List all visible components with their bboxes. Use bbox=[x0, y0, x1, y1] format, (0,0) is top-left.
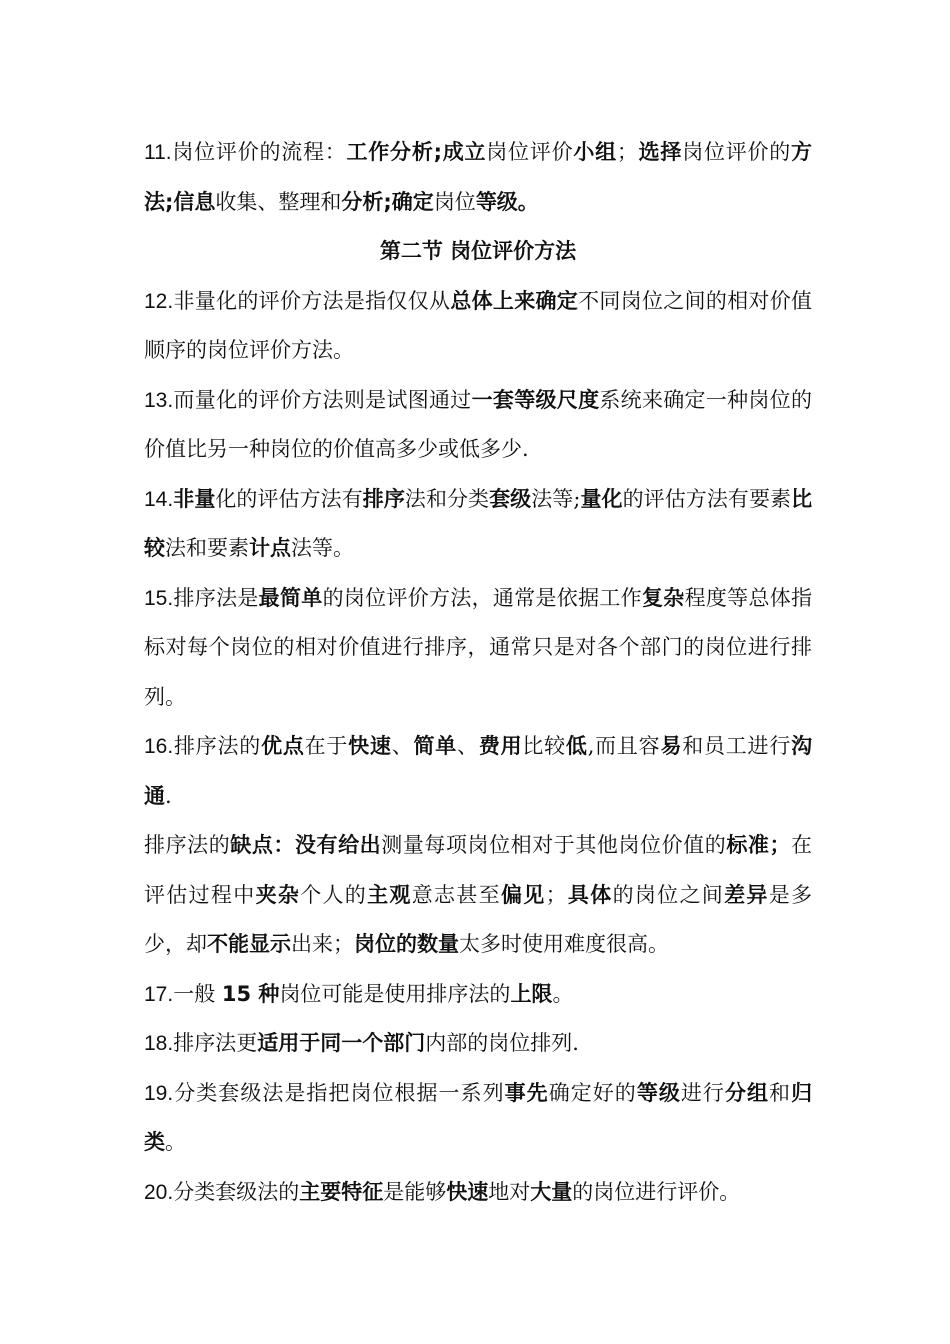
text-run: 16. bbox=[144, 735, 174, 758]
bold-text-run: 方法;信息 bbox=[144, 140, 813, 214]
text-run: 的评估方法有要素 bbox=[622, 486, 792, 511]
text-run: 个人的 bbox=[300, 882, 368, 907]
bold-text-run: 简单 bbox=[413, 734, 458, 758]
bold-text-run: 归类 bbox=[144, 1080, 813, 1154]
bold-text-run: 15 种 bbox=[221, 981, 280, 1006]
bold-text-run: 适用于同一个部门 bbox=[257, 1031, 426, 1055]
text-run: 在于 bbox=[304, 734, 349, 758]
paragraph bbox=[144, 376, 812, 475]
text-run: 内部的岗位排列. bbox=[425, 1031, 579, 1055]
text-run: 是能够 bbox=[383, 1179, 447, 1204]
text-run: 和员工进行 bbox=[682, 734, 792, 758]
text-run: 而量化的评价方法则是试图通过 bbox=[173, 387, 472, 412]
text-run: 一般 bbox=[173, 981, 222, 1006]
bold-text-run: 比较 bbox=[144, 486, 813, 560]
text-run: 法和要素 bbox=[165, 536, 249, 560]
paragraph bbox=[144, 1019, 812, 1069]
text-run: 测量每项岗位相对于其他岗位价值的 bbox=[381, 833, 727, 857]
bold-text-run: 岗位的数量 bbox=[354, 932, 459, 956]
text-run: 排序法的 bbox=[144, 833, 231, 857]
text-run: 岗位评价的 bbox=[682, 140, 792, 164]
bold-text-run: 等级 bbox=[636, 1080, 681, 1105]
bold-text-run: 最简单 bbox=[258, 585, 323, 610]
bold-text-run: 计点 bbox=[249, 536, 291, 560]
text-run: 岗位 bbox=[433, 189, 476, 214]
bold-text-run: 一套等级尺度 bbox=[471, 387, 600, 412]
text-run: 的岗位进行评价。 bbox=[572, 1179, 741, 1204]
text-run: 13. bbox=[144, 388, 174, 412]
paragraph bbox=[144, 475, 812, 574]
paragraph bbox=[144, 821, 812, 970]
paragraph bbox=[144, 574, 812, 723]
text-run: 11. bbox=[144, 141, 172, 164]
bold-text-run: 分析;确定 bbox=[341, 189, 434, 214]
text-run: 收集、整理和 bbox=[215, 189, 342, 214]
bold-text-run: 不能显示 bbox=[207, 932, 291, 956]
text-run: 岗位评价的流程： bbox=[171, 140, 347, 164]
bold-text-run: 工作分析;成立 bbox=[346, 140, 487, 164]
text-run: 法等。 bbox=[291, 536, 354, 560]
text-run: 非量化的评价方法是指仅仅从 bbox=[173, 288, 451, 313]
bold-text-run: 选择 bbox=[637, 140, 683, 164]
bold-text-run: 大量 bbox=[530, 1179, 573, 1204]
bold-text-run: 上限 bbox=[510, 981, 553, 1006]
text-run: 法和分类 bbox=[404, 486, 490, 511]
text-run: 分类套级法是指把岗位根据一系列 bbox=[173, 1080, 505, 1105]
text-run: 的岗位之间 bbox=[612, 882, 725, 907]
bold-text-run: 排序 bbox=[362, 486, 405, 511]
text-run: 、 bbox=[457, 734, 479, 758]
bold-text-run: 差异 bbox=[724, 882, 769, 907]
bold-text-run: 总体上来确定 bbox=[450, 288, 579, 313]
document-body bbox=[144, 128, 812, 1217]
text-run: ； bbox=[545, 882, 567, 907]
bold-text-run: 优点 bbox=[261, 734, 305, 758]
text-run: 在评估过程中 bbox=[144, 833, 813, 907]
text-run: 。 bbox=[165, 1130, 186, 1154]
bold-text-run: 小组 bbox=[573, 140, 617, 164]
text-run: 15. bbox=[144, 586, 174, 610]
bold-text-run: 量化 bbox=[580, 486, 623, 511]
bold-text-run: 偏见 bbox=[501, 882, 546, 907]
paragraph bbox=[144, 970, 812, 1020]
text-run: 进行 bbox=[680, 1080, 725, 1105]
paragraph bbox=[144, 277, 812, 376]
text-run: 19. bbox=[144, 1081, 174, 1105]
bold-text-run: 非量 bbox=[173, 486, 216, 511]
text-run: 排序法是 bbox=[173, 585, 259, 610]
text-run: 法等; bbox=[531, 486, 581, 511]
text-run: 和 bbox=[769, 1080, 792, 1105]
text-run: 系统来确定一种岗位的价值比另一种岗位的价值高多少或低多少. bbox=[144, 387, 813, 461]
text-run: 岗位评价 bbox=[486, 140, 574, 164]
bold-text-run: 夹杂 bbox=[255, 882, 301, 907]
text-run: 程度等总体指标对每个岗位的相对价值进行排序，通常只是对各个部门的岗位进行排列。 bbox=[144, 585, 813, 709]
text-run: 确定好的 bbox=[548, 1080, 637, 1105]
text-run: 不同岗位之间的相对价值顺序的岗位评价方法。 bbox=[144, 288, 813, 362]
text-run: 化的评估方法有 bbox=[215, 486, 363, 511]
paragraph bbox=[144, 1168, 812, 1218]
text-run: 、 bbox=[391, 734, 414, 758]
text-run: 比较 bbox=[522, 734, 566, 758]
text-run: 18. bbox=[144, 1032, 174, 1055]
bold-text-run: 分组 bbox=[724, 1080, 770, 1105]
bold-text-run: 费用 bbox=[478, 734, 523, 758]
bold-text-run: 事先 bbox=[504, 1080, 549, 1105]
bold-text-run: 等级。 bbox=[475, 189, 539, 214]
bold-text-run: 标准； bbox=[726, 833, 791, 857]
text-run: 17. bbox=[144, 982, 174, 1006]
bold-text-run: 快速 bbox=[446, 1179, 489, 1204]
paragraph bbox=[144, 128, 812, 227]
text-run: ,而且容 bbox=[587, 734, 661, 758]
bold-text-run: 主要特征 bbox=[299, 1179, 384, 1204]
text-run: 太多时使用难度很高。 bbox=[459, 932, 669, 956]
section-heading: 第二节 岗位评价方法 bbox=[379, 239, 577, 263]
paragraph bbox=[144, 1069, 812, 1168]
text-run: 排序法的 bbox=[173, 734, 262, 758]
bold-text-run: 低 bbox=[565, 734, 588, 758]
text-run: 出来； bbox=[291, 932, 354, 956]
text-run: 地对 bbox=[488, 1179, 531, 1204]
text-run: 20. bbox=[144, 1180, 174, 1204]
text-run: ； bbox=[616, 140, 638, 164]
bold-text-run: 复杂 bbox=[641, 585, 685, 610]
text-run: 岗位可能是使用排序法的 bbox=[279, 981, 511, 1006]
text-run: 14. bbox=[144, 487, 174, 511]
text-run: 意志甚至 bbox=[411, 882, 501, 907]
bold-text-run: 缺点：没有给出 bbox=[230, 833, 382, 857]
text-run: 是多少，却 bbox=[144, 882, 813, 956]
bold-text-run: 快速 bbox=[348, 734, 392, 758]
text-run: . bbox=[165, 783, 172, 808]
text-run: 排序法更 bbox=[173, 1031, 258, 1055]
paragraph bbox=[144, 722, 812, 821]
text-run: 的岗位评价方法，通常是依据工作 bbox=[322, 585, 642, 610]
bold-text-run: 套级 bbox=[489, 486, 532, 511]
text-run: 。 bbox=[552, 981, 574, 1006]
bold-text-run: 主观 bbox=[367, 882, 412, 907]
bold-text-run: 具体 bbox=[566, 882, 613, 907]
text-run: 12. bbox=[144, 289, 174, 313]
bold-text-run: 沟通 bbox=[144, 734, 813, 808]
bold-text-run: 易 bbox=[660, 734, 683, 758]
text-run: 分类套级法的 bbox=[173, 1179, 300, 1204]
